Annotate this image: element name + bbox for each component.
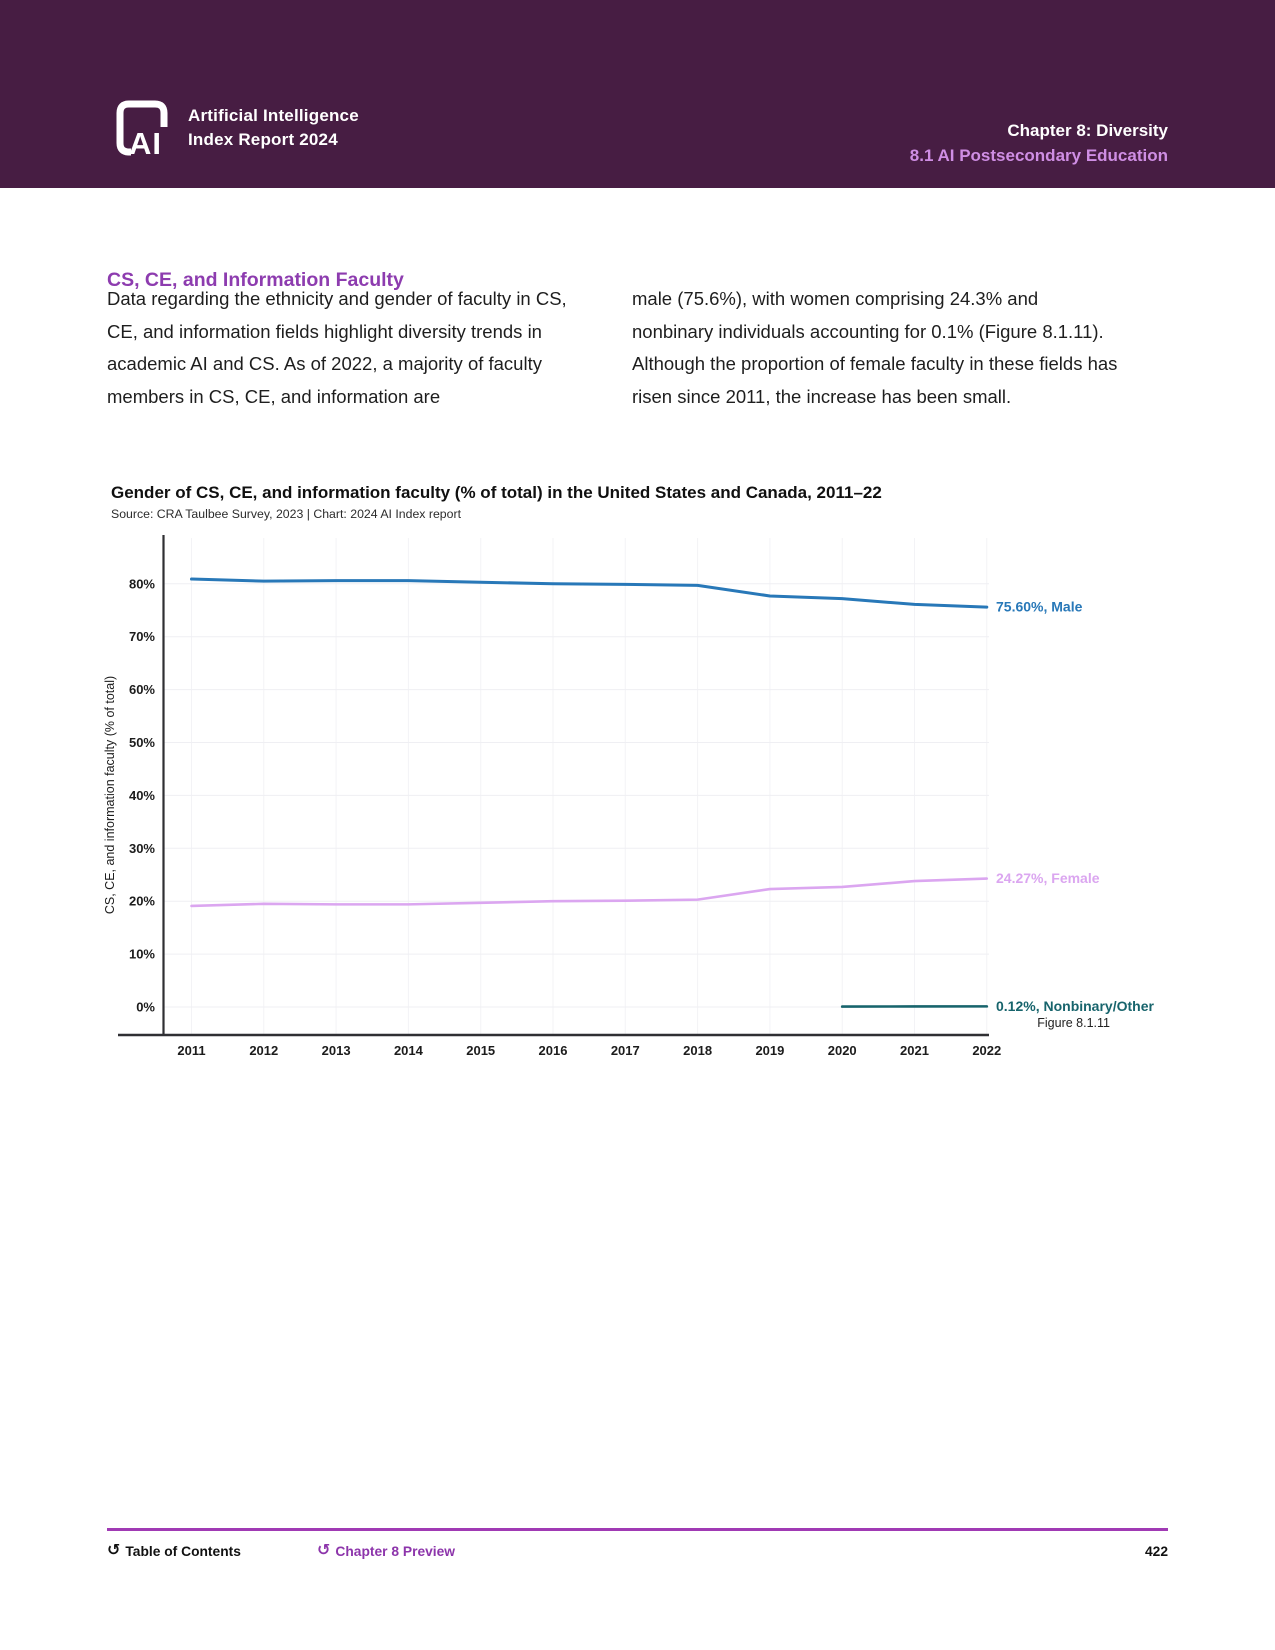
body-column-left: Data regarding the ethnicity and gender of faculty in CS, CE, and information fields highlight diversity trends in academic AI and CS. As of 2022, a majority of faculty members in CS, CE, and information are: [107, 288, 567, 407]
figure-caption: Figure 8.1.11: [1037, 1016, 1110, 1030]
svg-text:CS, CE, and information facult: CS, CE, and information faculty (% of total): [103, 675, 117, 915]
svg-text:2018: 2018: [683, 1043, 713, 1058]
chapter-preview-link[interactable]: [317, 1541, 456, 1559]
svg-text:70%: 70%: [128, 629, 155, 645]
chart-title: Gender of CS, CE, and information faculty (% of total) in the United States and Canada, 2011–22: [111, 483, 882, 502]
gender-line-chart: [100, 524, 1175, 1069]
svg-text:2021: 2021: [900, 1043, 929, 1058]
svg-text:0.12%, Nonbinary/Other: 0.12%, Nonbinary/Other: [996, 997, 1154, 1014]
svg-text:0%: 0%: [136, 999, 155, 1015]
page-number: 422: [1144, 1544, 1168, 1559]
logo-letters: AI: [129, 126, 162, 160]
svg-text:75.60%, Male: 75.60%, Male: [996, 598, 1083, 615]
svg-text:24.27%, Female: 24.27%, Female: [996, 870, 1100, 887]
report-header: [0, 0, 1275, 188]
svg-text:2019: 2019: [755, 1043, 785, 1058]
svg-text:40%: 40%: [128, 787, 155, 803]
svg-text:10%: 10%: [128, 946, 155, 962]
brand-line2: Index Report 2024: [188, 130, 338, 149]
svg-text:2013: 2013: [321, 1043, 351, 1058]
back-arrow-icon: ↺: [107, 1541, 121, 1559]
page-title: CS, CE, and Information Faculty: [107, 269, 404, 292]
svg-text:2011: 2011: [177, 1043, 206, 1058]
svg-text:2022: 2022: [972, 1043, 1002, 1058]
table-of-contents-label: Table of Contents: [125, 1544, 241, 1559]
svg-text:20%: 20%: [128, 893, 155, 909]
svg-text:2012: 2012: [249, 1043, 279, 1058]
brand-line1: Artificial Intelligence: [188, 106, 359, 125]
chapter-meta: [910, 118, 1168, 168]
section-title: 8.1 AI Postsecondary Education: [909, 146, 1168, 165]
svg-text:80%: 80%: [128, 576, 155, 592]
body-column-right: male (75.6%), with women comprising 24.3% and nonbinary individuals accounting for 0.1% (Figure 8.1.11). Although the proportion of female faculty in these fields has risen since 2011, the increase has been small.: [632, 288, 1118, 407]
chapter-preview-label: Chapter 8 Preview: [335, 1544, 456, 1559]
brand-text: [188, 104, 359, 152]
svg-text:30%: 30%: [128, 840, 155, 856]
svg-text:2020: 2020: [827, 1043, 857, 1058]
brand: [110, 96, 359, 160]
back-arrow-icon: ↺: [317, 1541, 331, 1559]
svg-text:2017: 2017: [610, 1043, 640, 1058]
svg-text:2014: 2014: [393, 1043, 423, 1058]
chapter-title: Chapter 8: Diversity: [1007, 121, 1168, 140]
svg-text:60%: 60%: [128, 682, 155, 698]
svg-text:50%: 50%: [128, 735, 155, 750]
footer-divider: [107, 1528, 1168, 1531]
chart-source: Source: CRA Taulbee Survey, 2023 | Chart: 2024 AI Index report: [111, 507, 461, 521]
table-of-contents-link[interactable]: [107, 1541, 241, 1559]
svg-text:2016: 2016: [538, 1043, 568, 1058]
ai-index-logo-icon: [110, 96, 174, 160]
svg-text:2015: 2015: [466, 1043, 496, 1058]
